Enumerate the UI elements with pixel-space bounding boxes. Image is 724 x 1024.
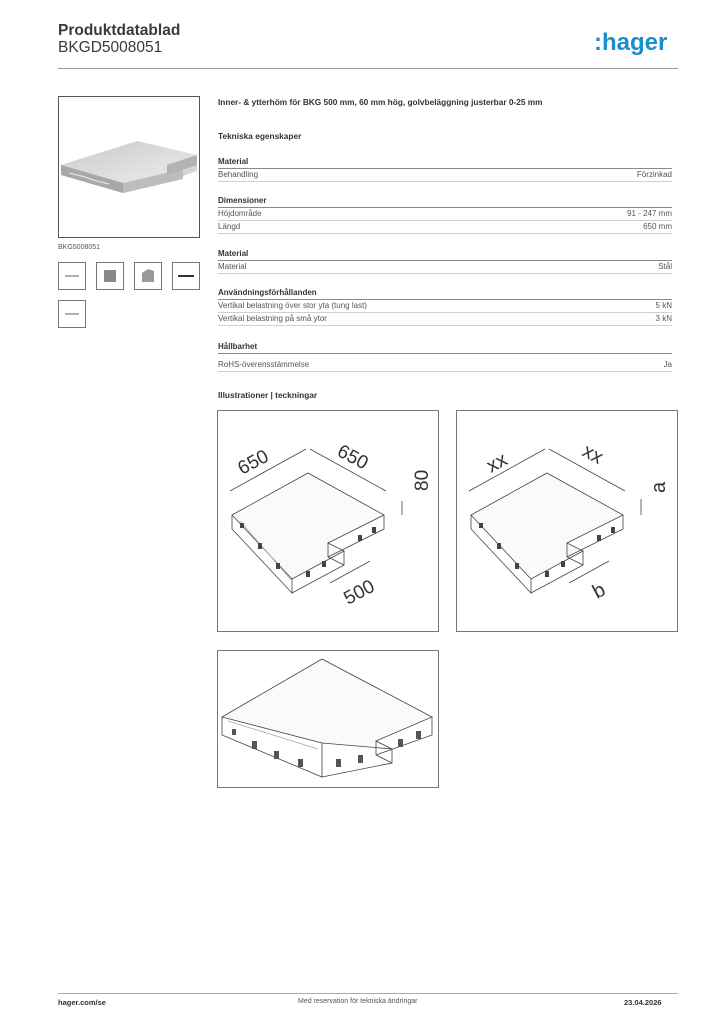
footer-date: 23.04.2026 [624,998,662,1007]
spec-row [218,261,672,274]
dimension-label: b [589,578,610,604]
image-caption: BKG5008051 [58,244,101,251]
spec-value: 5 kN [655,301,672,310]
spec-group-sustainability [218,341,672,372]
header-divider [58,68,678,69]
spec-label: Vertikal belastning över stor yta (tung last) [218,301,367,310]
front-view-icon [59,301,85,327]
dimension-label: 80 [412,469,433,491]
dimension-label: xx [578,439,607,469]
isometric-drawing[interactable] [217,650,439,788]
spec-row [218,313,672,326]
footer-disclaimer: Med reservation för tekniska ändringar [298,998,418,1005]
logo-text: :hager [594,29,668,56]
generic-dimension-drawing-svg [457,411,677,631]
spec-label: Material [218,262,247,271]
isometric-drawing-svg [218,651,438,787]
dimension-label: xx [483,448,512,478]
spec-label: Behandling [218,170,259,179]
spec-row [218,169,672,182]
thumbnail-4[interactable] [172,262,200,290]
spec-row [218,300,672,313]
dimension-label: 650 [234,445,273,480]
dimension-label: 650 [333,440,372,475]
document-title: Produktdatablad [58,22,181,39]
product-description: Inner- & ytterhöm för BKG 500 mm, 60 mm hög, golvbeläggning justerbar 0-25 mm [218,97,543,107]
dimension-label: a [648,481,670,493]
spec-group-material-2 [218,248,672,274]
illustrations-heading: Illustrationer | teckningar [218,390,318,400]
perspective-view-icon [135,263,161,289]
spec-group-title: Användningsförhållanden [218,287,672,300]
spec-value: 650 mm [643,222,672,231]
spec-label: Vertikal belastning på små ytor [218,314,327,323]
product-image [59,97,199,237]
product-image-frame[interactable] [58,96,200,238]
spec-value: 91 - 247 mm [627,209,672,218]
spec-value: 3 kN [655,314,672,323]
spec-value: Stål [658,262,672,271]
spec-group-title: Hållbarhet [218,341,672,354]
thumbnail-1[interactable] [58,262,86,290]
thumbnail-3[interactable] [134,262,162,290]
thumbnail-2[interactable] [96,262,124,290]
spec-group-dimensions [218,195,672,234]
spec-row [218,359,672,372]
spec-group-usage [218,287,672,326]
side-view-icon [173,263,199,289]
spec-group-title: Material [218,248,672,261]
spec-group-material [218,156,672,182]
product-code: BKGD5008051 [58,39,163,56]
dimension-drawing-svg [218,411,438,631]
hager-logo [594,28,676,56]
top-view-icon [97,263,123,289]
spec-value: Förzinkad [636,170,672,179]
spec-row [218,221,672,234]
spec-value: Ja [663,360,672,369]
spec-label: Längd [218,222,241,231]
spec-group-title: Dimensioner [218,195,672,208]
dimension-drawing[interactable] [217,410,439,632]
footer-website[interactable]: hager.com/se [58,998,106,1007]
specs-heading: Tekniska egenskaper [218,131,302,141]
footer-divider [58,993,678,994]
spec-label: Höjdområde [218,209,262,218]
thumbnail-5[interactable] [58,300,86,328]
spec-label: RoHS-överensstämmelse [218,360,310,369]
spec-row [218,208,672,221]
spec-group-title: Material [218,156,672,169]
line-view-icon [59,263,85,289]
dimension-label: 500 [340,575,379,610]
generic-dimension-drawing[interactable] [456,410,678,632]
